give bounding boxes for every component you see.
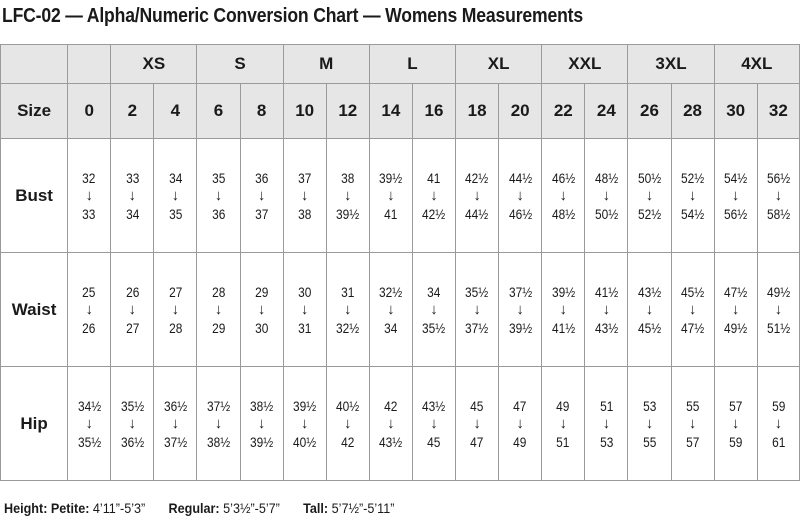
hip-range-cell xyxy=(456,367,499,481)
numeric-size-cell: 8 xyxy=(240,84,283,139)
bust-range-min: 32 xyxy=(82,169,96,186)
bust-range-min: 37 xyxy=(298,169,312,186)
waist-range-max: 26 xyxy=(82,319,96,336)
waist-range-cell xyxy=(412,253,455,367)
waist-range-min: 45½ xyxy=(680,283,705,300)
down-arrow-icon: ↓ xyxy=(473,414,481,432)
numeric-size-cell: 26 xyxy=(628,84,671,139)
numeric-size-cell: 12 xyxy=(326,84,369,139)
waist-range-cell xyxy=(68,253,111,367)
waist-range-max: 43½ xyxy=(594,319,618,336)
hip-range-cell xyxy=(326,367,369,481)
down-arrow-icon: ↓ xyxy=(473,300,481,318)
down-arrow-icon: ↓ xyxy=(85,300,93,318)
hip-range-min: 42 xyxy=(384,397,398,414)
hip-range-cell xyxy=(671,367,714,481)
down-arrow-icon: ↓ xyxy=(602,414,611,432)
numeric-size-cell: 0 xyxy=(68,84,111,139)
bust-range-cell xyxy=(240,139,283,253)
bust-range-min: 44½ xyxy=(508,169,532,186)
bust-range-cell xyxy=(197,139,240,253)
bust-range-max: 58½ xyxy=(766,205,790,222)
petite-value: 4’11”-5’3” xyxy=(92,500,146,516)
down-arrow-icon: ↓ xyxy=(214,300,223,318)
waist-range-min: 25 xyxy=(82,283,96,300)
bust-range-max: 46½ xyxy=(508,205,532,222)
down-arrow-icon: ↓ xyxy=(688,414,697,432)
hip-range-min: 53 xyxy=(642,397,657,414)
bust-range-cell xyxy=(499,139,542,253)
hip-range-max: 45 xyxy=(427,433,441,450)
waist-range-min: 34 xyxy=(427,283,441,300)
hip-range-cell xyxy=(714,367,757,481)
hip-range-min: 35½ xyxy=(120,397,144,414)
hip-row xyxy=(1,367,800,481)
down-arrow-icon: ↓ xyxy=(300,186,309,204)
down-arrow-icon: ↓ xyxy=(774,414,783,432)
down-arrow-icon: ↓ xyxy=(430,300,438,318)
hip-row-label: Hip xyxy=(1,367,68,481)
bust-range-min: 48½ xyxy=(594,169,618,186)
waist-range-cell xyxy=(499,253,542,367)
hip-range-cell xyxy=(154,367,197,481)
numeric-size-cell: 18 xyxy=(456,84,499,139)
hip-range-min: 34½ xyxy=(77,397,101,414)
bust-range-max: 37 xyxy=(254,205,269,222)
waist-range-cell xyxy=(111,253,154,367)
bust-range-cell xyxy=(757,139,799,253)
bust-range-max: 34 xyxy=(125,205,139,222)
tall-value: 5’7½”-5’11” xyxy=(331,500,395,516)
bust-range-cell xyxy=(111,139,154,253)
waist-range-min: 47½ xyxy=(724,283,748,300)
bust-row xyxy=(1,139,800,253)
hip-range-max: 36½ xyxy=(120,433,144,450)
down-arrow-icon: ↓ xyxy=(430,186,438,204)
down-arrow-icon: ↓ xyxy=(602,300,611,318)
hip-range-max: 51 xyxy=(556,433,570,450)
hip-range-cell xyxy=(499,367,542,481)
bust-range-max: 35 xyxy=(168,205,183,222)
hip-range-max: 35½ xyxy=(77,433,101,450)
bust-range-min: 56½ xyxy=(766,169,790,186)
waist-range-max: 27 xyxy=(125,319,139,336)
down-arrow-icon: ↓ xyxy=(559,186,568,204)
waist-range-min: 49½ xyxy=(766,283,790,300)
bust-range-min: 42½ xyxy=(465,169,489,186)
bust-range-max: 50½ xyxy=(594,205,618,222)
down-arrow-icon: ↓ xyxy=(344,414,352,432)
bust-range-min: 33 xyxy=(125,169,139,186)
bust-range-min: 39½ xyxy=(379,169,403,186)
bust-range-min: 38 xyxy=(341,169,355,186)
waist-range-max: 34 xyxy=(384,319,398,336)
chart-title: LFC-02 — Alpha/Numeric Conversion Chart — Womens Measurements xyxy=(2,5,583,27)
waist-range-cell xyxy=(714,253,757,367)
waist-range-max: 41½ xyxy=(551,319,575,336)
waist-range-max: 37½ xyxy=(465,319,489,336)
bust-range-cell xyxy=(671,139,714,253)
hip-range-max: 37½ xyxy=(163,433,187,450)
waist-range-max: 51½ xyxy=(766,319,790,336)
down-arrow-icon: ↓ xyxy=(214,414,223,432)
numeric-size-cell: 32 xyxy=(757,84,799,139)
waist-range-min: 29 xyxy=(254,283,269,300)
waist-range-max: 31 xyxy=(298,319,312,336)
bust-range-cell xyxy=(369,139,412,253)
down-arrow-icon: ↓ xyxy=(344,300,352,318)
down-arrow-icon: ↓ xyxy=(85,186,93,204)
hip-range-cell xyxy=(369,367,412,481)
hip-range-max: 43½ xyxy=(379,433,403,450)
down-arrow-icon: ↓ xyxy=(731,300,740,318)
numeric-size-cell: 2 xyxy=(111,84,154,139)
height-footer xyxy=(4,497,720,519)
hip-range-min: 38½ xyxy=(249,397,274,414)
hip-range-min: 39½ xyxy=(293,397,317,414)
down-arrow-icon: ↓ xyxy=(731,186,740,204)
bust-range-min: 36 xyxy=(254,169,269,186)
down-arrow-icon: ↓ xyxy=(85,414,93,432)
bust-range-cell xyxy=(68,139,111,253)
bust-range-cell xyxy=(154,139,197,253)
waist-range-max: 32½ xyxy=(336,319,360,336)
bust-range-min: 50½ xyxy=(637,169,662,186)
alpha-size-cell: S xyxy=(197,45,283,84)
down-arrow-icon: ↓ xyxy=(645,414,654,432)
numeric-size-cell: 28 xyxy=(671,84,714,139)
hip-range-cell xyxy=(542,367,585,481)
waist-range-max: 35½ xyxy=(422,319,446,336)
hip-range-min: 57 xyxy=(729,397,743,414)
petite-label: Petite: xyxy=(50,500,90,516)
bust-range-cell xyxy=(542,139,585,253)
down-arrow-icon: ↓ xyxy=(300,300,309,318)
waist-range-cell xyxy=(240,253,283,367)
bust-range-min: 46½ xyxy=(551,169,575,186)
down-arrow-icon: ↓ xyxy=(645,186,654,204)
numeric-size-cell: 30 xyxy=(714,84,757,139)
bust-range-cell xyxy=(456,139,499,253)
bust-range-max: 39½ xyxy=(336,205,360,222)
down-arrow-icon: ↓ xyxy=(516,300,524,318)
hip-range-cell xyxy=(68,367,111,481)
down-arrow-icon: ↓ xyxy=(559,300,568,318)
hip-range-cell xyxy=(628,367,671,481)
down-arrow-icon: ↓ xyxy=(516,414,524,432)
alpha-size-row xyxy=(1,45,800,84)
hip-range-cell xyxy=(585,367,628,481)
regular-label: Regular: xyxy=(168,500,220,516)
hip-range-max: 57 xyxy=(685,433,700,450)
regular-value: 5’3½”-5’7” xyxy=(223,500,280,516)
bust-range-cell xyxy=(585,139,628,253)
down-arrow-icon: ↓ xyxy=(602,186,611,204)
numeric-size-cell: 20 xyxy=(499,84,542,139)
bust-range-max: 38 xyxy=(298,205,312,222)
down-arrow-icon: ↓ xyxy=(257,300,266,318)
down-arrow-icon: ↓ xyxy=(214,186,223,204)
hip-range-min: 49 xyxy=(556,397,570,414)
waist-range-min: 32½ xyxy=(379,283,403,300)
numeric-size-cell: 6 xyxy=(197,84,240,139)
down-arrow-icon: ↓ xyxy=(387,300,395,318)
hip-range-max: 49 xyxy=(513,433,527,450)
alpha-size-cell: 4XL xyxy=(714,45,799,84)
alpha-size-cell: 3XL xyxy=(628,45,714,84)
hip-range-max: 61 xyxy=(771,433,785,450)
waist-range-min: 28 xyxy=(211,283,226,300)
hip-range-cell xyxy=(111,367,154,481)
down-arrow-icon: ↓ xyxy=(128,186,137,204)
waist-range-max: 28 xyxy=(168,319,183,336)
hip-range-max: 47 xyxy=(470,433,484,450)
alpha-size-spacer xyxy=(68,45,111,84)
hip-range-min: 43½ xyxy=(422,397,446,414)
bust-range-max: 48½ xyxy=(551,205,575,222)
down-arrow-icon: ↓ xyxy=(688,300,697,318)
numeric-size-cell: 16 xyxy=(412,84,455,139)
down-arrow-icon: ↓ xyxy=(387,186,395,204)
waist-range-min: 39½ xyxy=(551,283,575,300)
hip-range-min: 59 xyxy=(771,397,785,414)
bust-range-cell xyxy=(412,139,455,253)
alpha-size-cell: XXL xyxy=(542,45,628,84)
height-label: Height: xyxy=(4,500,48,516)
down-arrow-icon: ↓ xyxy=(430,414,438,432)
waist-range-max: 39½ xyxy=(508,319,532,336)
bust-range-min: 52½ xyxy=(680,169,705,186)
waist-range-min: 35½ xyxy=(465,283,489,300)
alpha-size-cell: L xyxy=(369,45,455,84)
hip-range-max: 55 xyxy=(642,433,657,450)
down-arrow-icon: ↓ xyxy=(344,186,352,204)
waist-range-min: 37½ xyxy=(508,283,532,300)
numeric-size-cell: 24 xyxy=(585,84,628,139)
waist-range-max: 47½ xyxy=(680,319,705,336)
waist-range-min: 26 xyxy=(125,283,139,300)
down-arrow-icon: ↓ xyxy=(257,414,266,432)
waist-row-label: Waist xyxy=(1,253,68,367)
bust-range-max: 56½ xyxy=(724,205,748,222)
corner-cell xyxy=(1,45,68,84)
hip-range-min: 37½ xyxy=(206,397,231,414)
bust-range-min: 41 xyxy=(427,169,441,186)
waist-range-cell xyxy=(369,253,412,367)
bust-range-max: 33 xyxy=(82,205,96,222)
waist-range-min: 31 xyxy=(341,283,355,300)
waist-range-max: 49½ xyxy=(724,319,748,336)
bust-range-cell xyxy=(326,139,369,253)
size-row-label: Size xyxy=(1,84,68,139)
hip-range-max: 53 xyxy=(599,433,613,450)
down-arrow-icon: ↓ xyxy=(774,186,783,204)
waist-range-cell xyxy=(326,253,369,367)
down-arrow-icon: ↓ xyxy=(387,414,395,432)
waist-range-min: 43½ xyxy=(637,283,662,300)
bust-range-max: 52½ xyxy=(637,205,662,222)
numeric-size-cell: 22 xyxy=(542,84,585,139)
hip-range-cell xyxy=(240,367,283,481)
down-arrow-icon: ↓ xyxy=(128,414,137,432)
waist-row xyxy=(1,253,800,367)
hip-range-max: 59 xyxy=(729,433,743,450)
down-arrow-icon: ↓ xyxy=(516,186,524,204)
waist-range-min: 41½ xyxy=(594,283,618,300)
down-arrow-icon: ↓ xyxy=(688,186,697,204)
numeric-size-cell: 14 xyxy=(369,84,412,139)
waist-range-cell xyxy=(542,253,585,367)
numeric-size-cell: 4 xyxy=(154,84,197,139)
bust-range-max: 42½ xyxy=(422,205,446,222)
down-arrow-icon: ↓ xyxy=(300,414,309,432)
down-arrow-icon: ↓ xyxy=(645,300,654,318)
bust-range-min: 35 xyxy=(211,169,226,186)
hip-range-cell xyxy=(197,367,240,481)
hip-range-min: 36½ xyxy=(163,397,187,414)
down-arrow-icon: ↓ xyxy=(774,300,783,318)
waist-range-cell xyxy=(585,253,628,367)
hip-range-max: 40½ xyxy=(293,433,317,450)
down-arrow-icon: ↓ xyxy=(473,186,481,204)
alpha-size-cell: XL xyxy=(456,45,542,84)
waist-range-cell xyxy=(154,253,197,367)
hip-range-min: 47 xyxy=(513,397,527,414)
waist-range-cell xyxy=(456,253,499,367)
waist-range-max: 29 xyxy=(211,319,226,336)
bust-range-max: 41 xyxy=(384,205,398,222)
hip-range-cell xyxy=(412,367,455,481)
hip-range-cell xyxy=(283,367,326,481)
waist-range-cell xyxy=(197,253,240,367)
waist-range-cell xyxy=(283,253,326,367)
down-arrow-icon: ↓ xyxy=(171,300,180,318)
down-arrow-icon: ↓ xyxy=(171,414,180,432)
bust-range-max: 44½ xyxy=(465,205,489,222)
waist-range-max: 45½ xyxy=(637,319,662,336)
bust-range-min: 34 xyxy=(168,169,183,186)
waist-range-cell xyxy=(628,253,671,367)
down-arrow-icon: ↓ xyxy=(731,414,740,432)
down-arrow-icon: ↓ xyxy=(171,186,180,204)
hip-range-max: 42 xyxy=(341,433,355,450)
bust-range-cell xyxy=(714,139,757,253)
waist-range-cell xyxy=(671,253,714,367)
numeric-size-cell: 10 xyxy=(283,84,326,139)
hip-range-cell xyxy=(757,367,799,481)
hip-range-max: 38½ xyxy=(206,433,231,450)
numeric-size-row xyxy=(1,84,800,139)
alpha-size-cell: XS xyxy=(111,45,197,84)
waist-range-min: 27 xyxy=(168,283,183,300)
waist-range-cell xyxy=(757,253,799,367)
hip-range-min: 55 xyxy=(685,397,700,414)
hip-range-max: 39½ xyxy=(249,433,274,450)
down-arrow-icon: ↓ xyxy=(128,300,137,318)
waist-range-min: 30 xyxy=(298,283,312,300)
waist-range-max: 30 xyxy=(254,319,269,336)
bust-range-min: 54½ xyxy=(724,169,748,186)
bust-range-max: 36 xyxy=(211,205,226,222)
bust-range-cell xyxy=(628,139,671,253)
bust-range-max: 54½ xyxy=(680,205,705,222)
alpha-size-cell: M xyxy=(283,45,369,84)
bust-row-label: Bust xyxy=(1,139,68,253)
down-arrow-icon: ↓ xyxy=(257,186,266,204)
tall-label: Tall: xyxy=(303,500,329,516)
hip-range-min: 51 xyxy=(599,397,613,414)
hip-range-min: 40½ xyxy=(336,397,360,414)
conversion-table xyxy=(0,44,800,481)
down-arrow-icon: ↓ xyxy=(559,414,568,432)
bust-range-cell xyxy=(283,139,326,253)
hip-range-min: 45 xyxy=(470,397,484,414)
